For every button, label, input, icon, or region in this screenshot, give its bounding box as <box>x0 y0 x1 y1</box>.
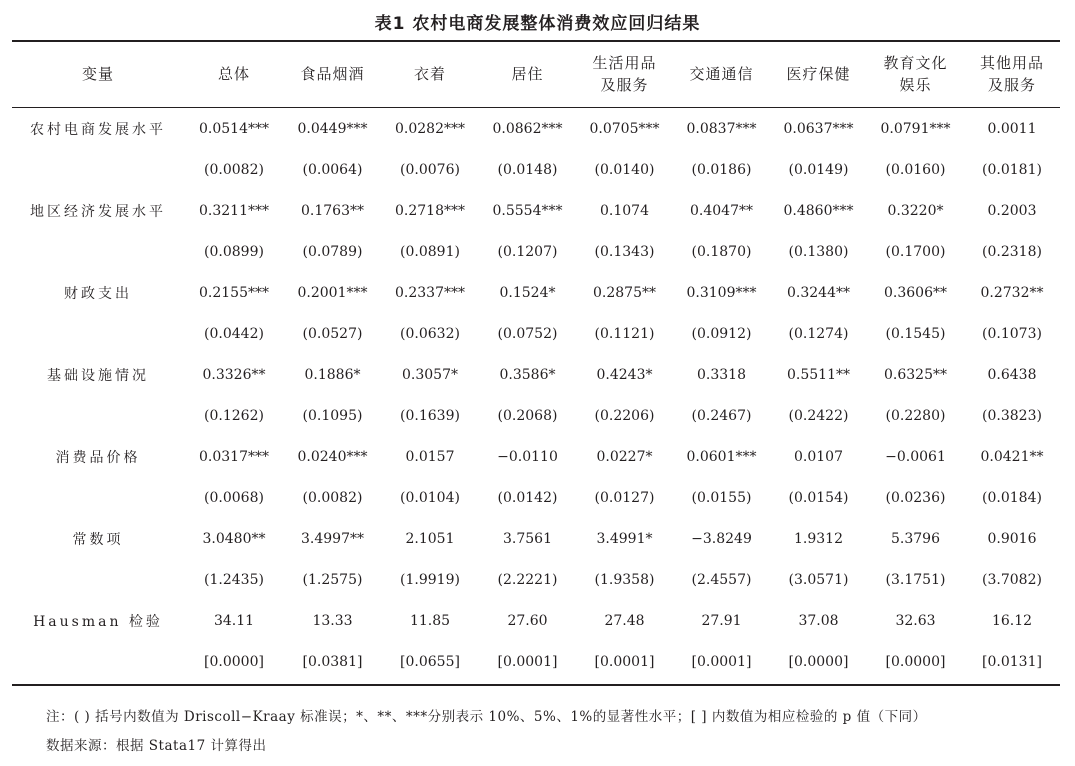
stderr-cell: (0.0149) <box>788 161 849 178</box>
table-note: 注：( ) 括号内数值为 Driscoll−Kraay 标准误；*、**、***分别表示 10%、5%、1%的显著性水平；[ ] 内数值为相应检验的 p 值（下同） <box>46 709 927 725</box>
stderr-cell: (0.0236) <box>885 489 946 506</box>
stderr-cell: (0.0154) <box>788 489 849 506</box>
table-body <box>12 108 1060 682</box>
stderr-cell: (0.0442) <box>204 325 264 342</box>
table-row-coefficient <box>12 272 1060 313</box>
stderr-cell: (3.0571) <box>788 571 849 588</box>
coefficient-cell: 0.5511** <box>787 366 850 383</box>
coefficient-cell: 0.3326** <box>202 366 266 383</box>
stderr-cell: (0.0068) <box>204 489 264 506</box>
table-row-coefficient <box>12 600 1060 641</box>
stderr-cell: [0.0000] <box>885 653 946 670</box>
stderr-cell: (0.0064) <box>302 161 363 178</box>
table-row-coefficient <box>12 436 1060 477</box>
coefficient-cell: 0.2003 <box>987 202 1037 219</box>
coefficient-cell: 0.1763** <box>301 202 364 219</box>
coefficient-cell: 13.33 <box>312 612 353 629</box>
stderr-cell: (0.1262) <box>204 407 264 424</box>
coefficient-cell: 0.3109*** <box>686 284 757 301</box>
coefficient-cell: 37.08 <box>798 612 839 629</box>
stderr-cell: [0.0655] <box>400 653 460 670</box>
bottom-rule <box>12 684 1060 686</box>
coefficient-cell: 0.6325** <box>884 366 947 383</box>
table-row-coefficient <box>12 354 1060 395</box>
coefficient-cell: 11.85 <box>409 612 451 629</box>
stderr-cell: (0.2318) <box>982 243 1042 260</box>
column-header: 医疗保健 <box>786 65 851 83</box>
stderr-cell: (0.0789) <box>302 243 363 260</box>
coefficient-cell: 0.3606** <box>884 284 947 301</box>
stderr-cell: (0.1700) <box>885 243 946 260</box>
coefficient-cell: 0.3586* <box>499 366 556 383</box>
coefficient-cell: 0.3220* <box>887 202 944 219</box>
column-header: 食品烟酒 <box>300 65 365 83</box>
coefficient-cell: 1.9312 <box>794 530 843 547</box>
stderr-cell: (3.1751) <box>885 571 946 588</box>
stderr-cell: (0.1870) <box>691 243 752 260</box>
coefficient-cell: 0.3244** <box>787 284 850 301</box>
variable-label: 常数项 <box>72 531 124 548</box>
coefficient-cell: 27.60 <box>507 612 548 629</box>
stderr-cell: (3.7082) <box>982 571 1042 588</box>
table-row-coefficient <box>12 190 1060 231</box>
coefficient-cell: 3.4991* <box>596 530 653 547</box>
coefficient-cell: 0.2875** <box>593 284 656 301</box>
coefficient-cell: 0.1524* <box>499 284 556 301</box>
table-header <box>12 41 1060 107</box>
table-row-stderr <box>12 559 1060 600</box>
table-title: 表1 农村电商发展整体消费效应回归结果 <box>374 14 701 34</box>
variable-label: Hausman 检验 <box>33 613 163 630</box>
stderr-cell: [0.0001] <box>594 653 655 670</box>
coefficient-cell: 0.3318 <box>697 366 746 383</box>
coefficient-cell: 0.2732** <box>980 284 1044 301</box>
stderr-cell: (0.0082) <box>302 489 363 506</box>
coefficient-cell: 0.3211*** <box>199 202 269 219</box>
variable-label: 农村电商发展水平 <box>30 121 166 138</box>
column-header: 居住 <box>511 65 544 83</box>
stderr-cell: (0.3823) <box>982 407 1042 424</box>
column-header: 教育文化 娱乐 <box>883 54 948 94</box>
coefficient-cell: 0.5554*** <box>492 202 563 219</box>
coefficient-cell: 0.0157 <box>405 448 455 465</box>
variable-label: 基础设施情况 <box>47 367 149 384</box>
stderr-cell: (0.1545) <box>885 325 946 342</box>
stderr-cell: (0.1343) <box>594 243 655 260</box>
stderr-cell: (0.0899) <box>204 243 264 260</box>
coefficient-cell: 3.4997** <box>301 530 364 547</box>
stderr-cell: (0.0186) <box>691 161 752 178</box>
coefficient-cell: 0.2001*** <box>297 284 368 301</box>
stderr-cell: (0.2422) <box>788 407 849 424</box>
stderr-cell: (0.1380) <box>788 243 849 260</box>
stderr-cell: (0.0148) <box>497 161 558 178</box>
coefficient-cell: 0.2337*** <box>395 284 465 301</box>
table-row-stderr <box>12 641 1060 682</box>
table-row-stderr <box>12 477 1060 518</box>
coefficient-cell: 0.4860*** <box>783 202 854 219</box>
stderr-cell: (0.1095) <box>302 407 363 424</box>
coefficient-cell: 0.0011 <box>987 120 1037 137</box>
stderr-cell: (0.0082) <box>204 161 264 178</box>
stderr-cell: (0.1207) <box>497 243 558 260</box>
coefficient-cell: 16.12 <box>991 612 1033 629</box>
coefficient-cell: 32.63 <box>895 612 936 629</box>
table-row-stderr <box>12 231 1060 272</box>
stderr-cell: (0.0632) <box>400 325 460 342</box>
coefficient-cell: 0.6438 <box>987 366 1037 383</box>
coefficient-cell: 34.11 <box>213 612 255 629</box>
coefficient-cell: 27.48 <box>604 612 645 629</box>
stderr-cell: [0.0001] <box>691 653 752 670</box>
column-header: 交通通信 <box>689 65 754 83</box>
stderr-cell: (1.9919) <box>400 571 460 588</box>
table-row-stderr <box>12 313 1060 354</box>
stderr-cell: (0.2206) <box>594 407 655 424</box>
stderr-cell: (0.0184) <box>982 489 1042 506</box>
column-header: 变量 <box>81 65 114 83</box>
stderr-cell: (0.2068) <box>497 407 558 424</box>
stderr-cell: [0.0001] <box>497 653 558 670</box>
coefficient-cell: 0.0601*** <box>686 448 757 465</box>
column-header: 其他用品 及服务 <box>979 54 1044 94</box>
variable-label: 消费品价格 <box>55 449 141 466</box>
coefficient-cell: 0.9016 <box>987 530 1037 547</box>
column-header: 生活用品 及服务 <box>592 54 657 94</box>
coefficient-cell: 0.2155*** <box>199 284 269 301</box>
coefficient-cell: 0.0317*** <box>199 448 269 465</box>
data-source: 数据来源：根据 Stata17 计算得出 <box>46 738 267 754</box>
coefficient-cell: 3.0480** <box>202 530 266 547</box>
coefficient-cell: 0.4047** <box>690 202 753 219</box>
stderr-cell: (0.0527) <box>302 325 363 342</box>
coefficient-cell: −0.0110 <box>497 448 558 465</box>
variable-label: 财政支出 <box>64 285 132 302</box>
stderr-cell: (0.0127) <box>594 489 655 506</box>
stderr-cell: (0.0752) <box>497 325 558 342</box>
coefficient-cell: 5.3796 <box>891 530 940 547</box>
column-header: 总体 <box>217 65 250 83</box>
coefficient-cell: 0.0705*** <box>589 120 660 137</box>
table-row-coefficient <box>12 108 1060 149</box>
coefficient-cell: −0.0061 <box>885 448 946 465</box>
table-row-coefficient <box>12 518 1060 559</box>
stderr-cell: (1.9358) <box>594 571 655 588</box>
stderr-cell: (0.0140) <box>594 161 655 178</box>
coefficient-cell: 0.4243* <box>596 366 653 383</box>
stderr-cell: (0.1121) <box>594 325 655 342</box>
stderr-cell: (0.0142) <box>497 489 558 506</box>
stderr-cell: (0.0160) <box>885 161 946 178</box>
stderr-cell: (0.1073) <box>982 325 1042 342</box>
stderr-cell: (0.0181) <box>982 161 1042 178</box>
stderr-cell: [0.0381] <box>302 653 363 670</box>
stderr-cell: (1.2435) <box>204 571 264 588</box>
stderr-cell: (0.2467) <box>691 407 752 424</box>
coefficient-cell: 0.1074 <box>600 202 649 219</box>
stderr-cell: (0.1274) <box>788 325 849 342</box>
stderr-cell: (2.2221) <box>497 571 558 588</box>
stderr-cell: (0.0155) <box>691 489 752 506</box>
stderr-cell: (0.2280) <box>885 407 946 424</box>
stderr-cell: (1.2575) <box>302 571 363 588</box>
stderr-cell: [0.0131] <box>982 653 1042 670</box>
coefficient-cell: 0.0837*** <box>686 120 757 137</box>
coefficient-cell: 0.0227* <box>596 448 653 465</box>
coefficient-cell: 27.91 <box>701 612 742 629</box>
coefficient-cell: 0.0107 <box>794 448 843 465</box>
coefficient-cell: 0.0862*** <box>492 120 563 137</box>
stderr-cell: (0.1639) <box>400 407 460 424</box>
stderr-cell: [0.0000] <box>788 653 849 670</box>
coefficient-cell: 0.1886* <box>304 366 361 383</box>
coefficient-cell: 0.0421** <box>980 448 1044 465</box>
coefficient-cell: −3.8249 <box>691 530 752 547</box>
column-header: 衣着 <box>413 65 446 83</box>
stderr-cell: (2.4557) <box>691 571 752 588</box>
coefficient-cell: 0.0514*** <box>199 120 269 137</box>
coefficient-cell: 0.2718*** <box>395 202 465 219</box>
coefficient-cell: 0.0637*** <box>783 120 854 137</box>
coefficient-cell: 0.0449*** <box>297 120 368 137</box>
table-row-stderr <box>12 149 1060 190</box>
stderr-cell: (0.0104) <box>400 489 460 506</box>
variable-label: 地区经济发展水平 <box>30 203 166 220</box>
stderr-cell: (0.0891) <box>400 243 460 260</box>
coefficient-cell: 2.1051 <box>405 530 455 547</box>
stderr-cell: (0.0076) <box>400 161 460 178</box>
stderr-cell: [0.0000] <box>204 653 264 670</box>
table-row-stderr <box>12 395 1060 436</box>
coefficient-cell: 3.7561 <box>503 530 552 547</box>
coefficient-cell: 0.0282*** <box>395 120 465 137</box>
coefficient-cell: 0.0240*** <box>297 448 368 465</box>
stderr-cell: (0.0912) <box>691 325 752 342</box>
coefficient-cell: 0.3057* <box>402 366 458 383</box>
coefficient-cell: 0.0791*** <box>880 120 951 137</box>
